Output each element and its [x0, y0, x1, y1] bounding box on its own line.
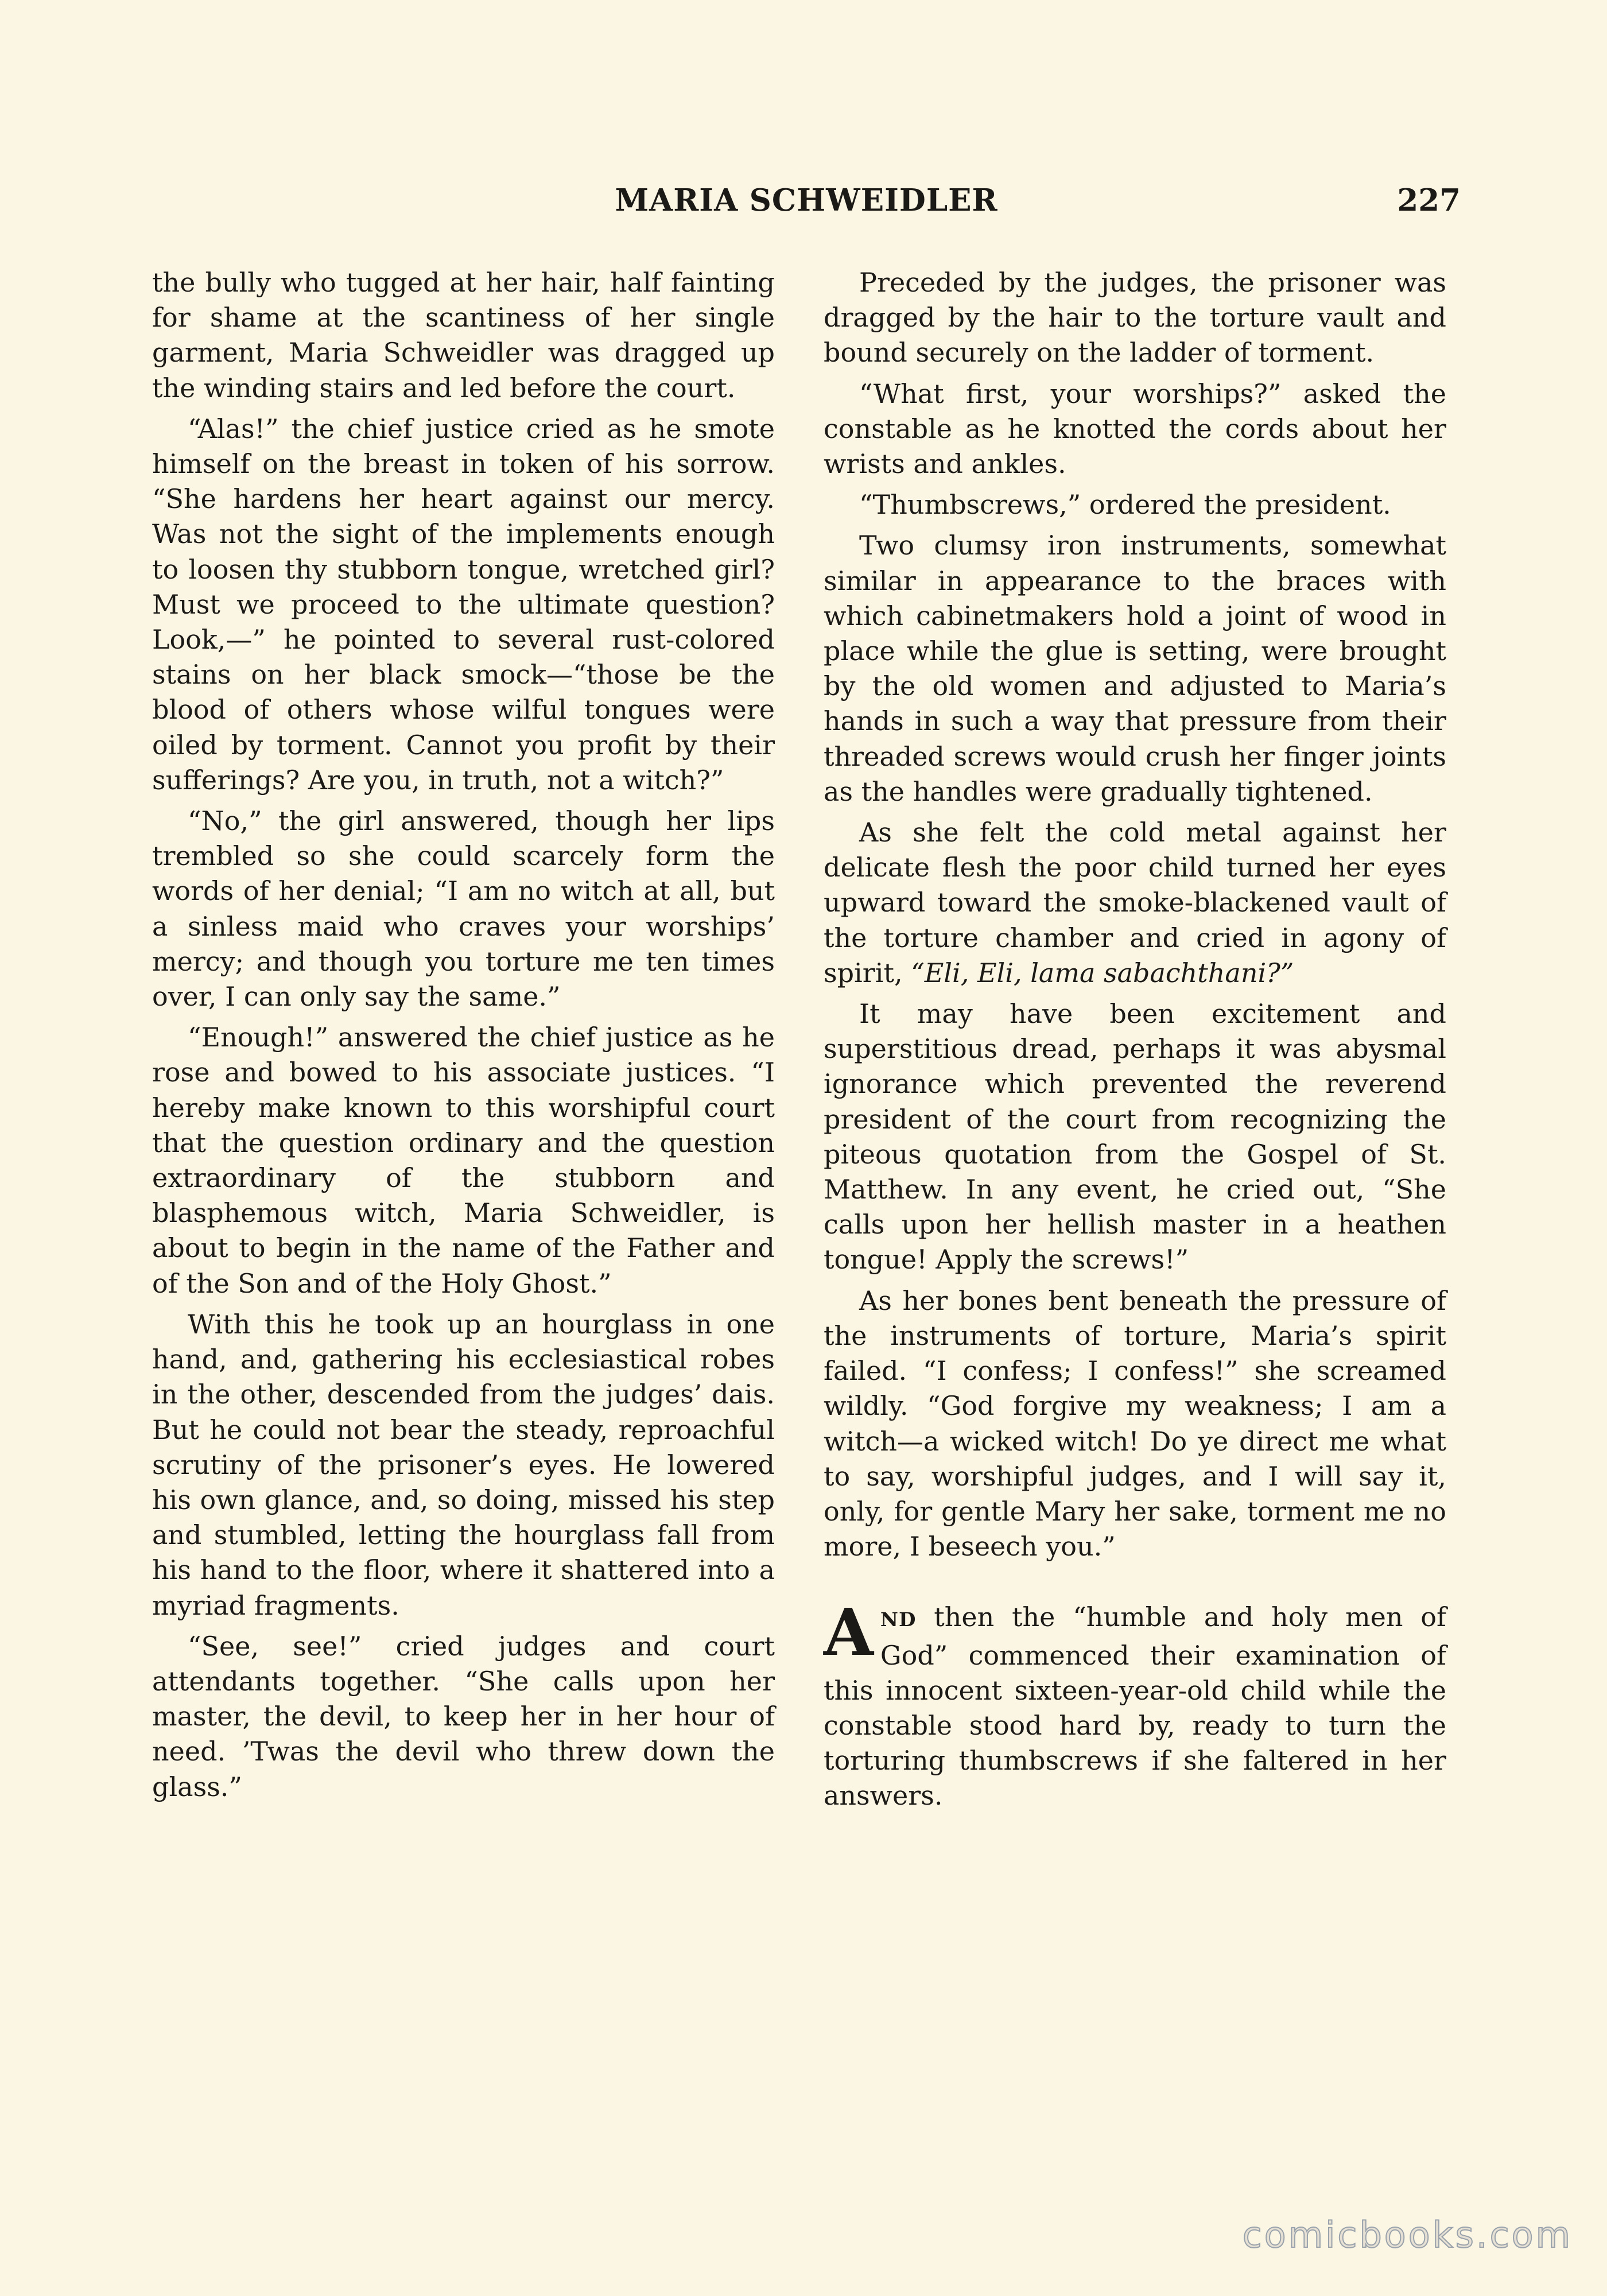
paragraph: “See, see!” cried judges and court attendants together. “She calls upon her master, the devil, to keep her in her hour of need. ’Twas the devil who threw down the glass.” [152, 1630, 775, 1802]
eli-quote: “Eli, Eli, lama sabachthani?” [911, 957, 1294, 988]
paragraph: It may have been excitement and superstitious dread, perhaps it was abysmal ignorance which prevented the reverend president of the court from recognizing the piteous quotation from the Gospel of St. Matthew. In any event, he cried out, “She calls upon her hellish master in a heathen tongue! Apply the screws!” [824, 998, 1446, 1275]
paragraph: “Alas!” the chief justice cried as he smote himself on the breast in token of his sorrow. “She hardens her heart against our mercy. Was not the sight of the implements enough to loosen thy stubborn tongue, wretched girl? Must we proceed to the ultimate question? Look,—” he pointed to several rust-colored stains on her black smock—“those be the blood of others whose wilful tongues were oiled by torment. Cannot you profit by their sufferings? Are you, in truth, not a witch?” [152, 413, 775, 796]
page-number: 227 [1397, 183, 1461, 218]
final-paragraph-text: then the “humble and holy men of God” commenced their examination of this innocent sixteen-year-old child while the constable stood hard by, ready to turn the torturing thumbscrews if she faltered in her answers. [824, 1601, 1446, 1812]
paragraph: “What first, your worships?” asked the constable as he knotted the cords about her wrists and ankles. [824, 378, 1446, 480]
paragraph: Preceded by the judges, the prisoner was dragged by the hair to the torture vault and bound securely on the ladder of torment. [824, 267, 1446, 369]
paragraph: “Thumbscrews,” ordered the president. [859, 489, 1391, 521]
cry-paragraph-text: As she felt the cold metal against her delicate flesh the poor child turned her eyes upward toward the smoke-blackened vault of the torture chamber and cried in agony of spirit, [824, 817, 1446, 988]
paragraph: “No,” the girl answered, though her lips trembled so she could scarcely form the words of her denial; “I am no witch at all, but a sinless maid who craves your worships’ mercy; and though you torture me ten times over, I can only say the same.” [152, 805, 775, 1013]
paragraph [824, 815, 1446, 991]
paragraph: With this he took up an hourglass in one hand, and, gathering his ecclesiastical robes in the other, descended from the judges’ dais. But he could not bear the steady, reproachful scrutiny of the prisoner’s eyes. He lowered his own glance, and, so doing, missed his step and stumbled, letting the hourglass fall from his hand to the floor, where it shattered into a myriad fragments. [152, 1308, 775, 1621]
watermark: comicbooks.com [1242, 2214, 1573, 2256]
paragraph: As her bones bent beneath the pressure of the instruments of torture, Maria’s spirit failed. “I confess; I confess!” she screamed wildly. “God forgive my weakness; I am a witch—a wicked witch! Do ye direct me what to say, worshipful judges, and I will say it, only, for gentle Mary her sake, torment me no more, I beseech you.” [824, 1285, 1446, 1562]
paragraph: “Enough!” answered the chief justice as he rose and bowed to his associate justices. “I hereby make known to this worshipful court that the question ordinary and the question extraordinary of the stubborn and blasphemous witch, Maria Schweidler, is about to begin in the name of the Father and of the Son and of the Holy Ghost.” [152, 1022, 775, 1299]
final-paragraph [824, 1595, 1446, 1813]
page-header [152, 183, 1461, 228]
drop-cap: A [824, 1595, 874, 1671]
running-title: MARIA SCHWEIDLER [615, 183, 998, 218]
drop-cap-smallcaps: ND [880, 1608, 917, 1632]
paragraph: the bully who tugged at her hair, half fainting for shame at the scantiness of her single garment, Maria Schweidler was dragged up the winding stairs and led before the court. [152, 267, 775, 404]
paragraph: Two clumsy iron instruments, somewhat similar in appearance to the braces with which cabinetmakers hold a joint of wood in place while the glue is setting, were brought by the old women and adjusted to Maria’s hands in such a way that pressure from their threaded screws would crush her finger joints as the handles were gradually tightened. [824, 530, 1446, 807]
section-break [824, 1570, 1446, 1600]
left-column [152, 265, 775, 1810]
right-column [824, 265, 1446, 1820]
